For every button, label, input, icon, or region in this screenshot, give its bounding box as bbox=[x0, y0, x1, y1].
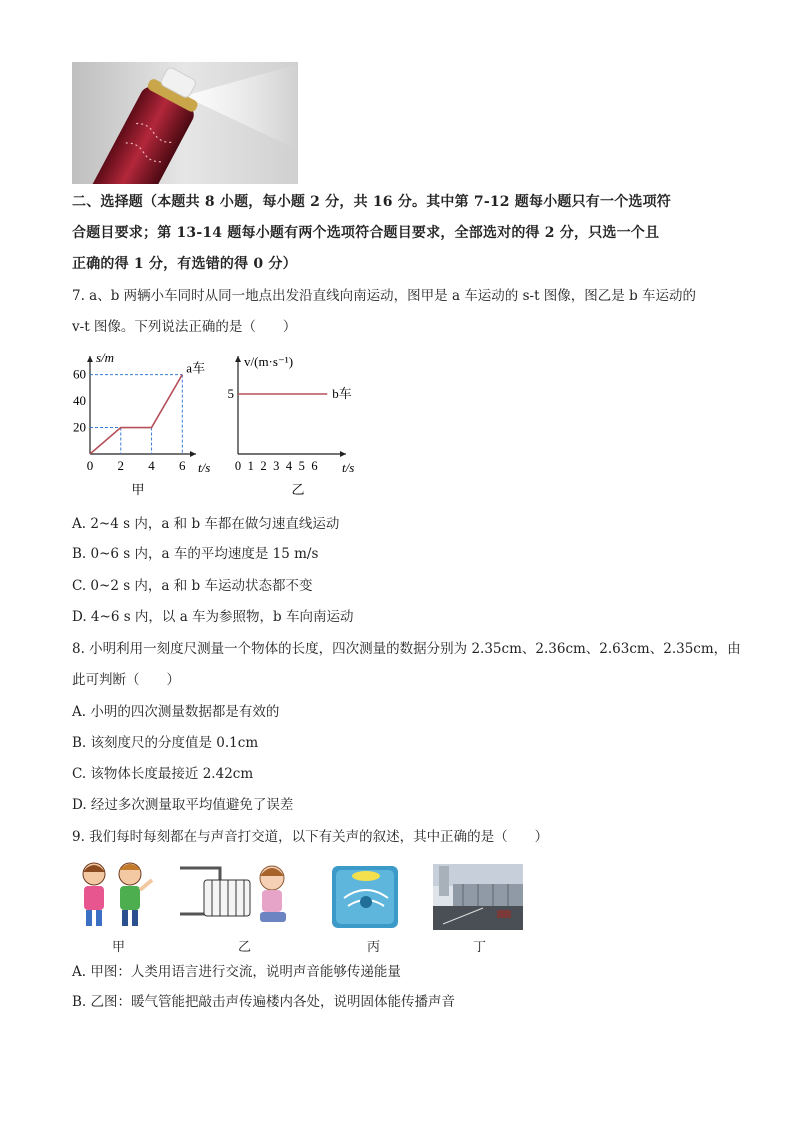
q9-image-radiator-knock bbox=[176, 858, 294, 932]
section-heading-line2: 合题目要求；第 13-14 题每小题有两个选项符合题目要求，全部选对的得 2 分，只选一个且 bbox=[72, 225, 660, 241]
q9-image-kids-talking bbox=[72, 858, 156, 932]
chart-a-y-tick: 60 bbox=[73, 366, 86, 382]
chart-b-y-label: v/(m·s⁻¹) bbox=[244, 354, 294, 369]
chart-a-x-tick: 0 bbox=[86, 458, 94, 473]
chart-a-series-label: a车 bbox=[186, 360, 206, 376]
chart-a-x-label: t/s bbox=[198, 460, 211, 475]
chart-a-x-tick: 2 bbox=[117, 458, 125, 473]
chart-a-title: 甲 bbox=[131, 482, 145, 497]
q7-option-a[interactable]: A. 2~4 s 内，a 和 b 车都在做匀速直线运动 bbox=[72, 516, 340, 532]
q8-option-d[interactable]: D. 经过多次测量取平均值避免了误差 bbox=[72, 797, 294, 813]
chart-a-x-tick: 6 bbox=[179, 458, 186, 473]
chart-b-x-tick: 1 bbox=[247, 459, 254, 473]
chart-a-y-tick: 20 bbox=[73, 419, 86, 435]
q7-option-c[interactable]: C. 0~2 s 内，a 和 b 车运动状态都不变 bbox=[72, 578, 313, 594]
q8-stem-line2: 此可判断（ ） bbox=[72, 672, 180, 688]
chart-b-title: 乙 bbox=[291, 482, 305, 497]
q9-caption-bing: 丙 bbox=[367, 940, 381, 955]
chart-a-x-arrow bbox=[190, 451, 196, 457]
chart-b-series-label: b车 bbox=[332, 386, 352, 401]
q8-option-b[interactable]: B. 该刻度尺的分度值是 0.1cm bbox=[72, 735, 259, 751]
chart-b-x-tick: 6 bbox=[311, 459, 318, 473]
chart-a-y-arrow bbox=[87, 356, 93, 362]
chart-a-x-tick: 4 bbox=[148, 458, 155, 473]
chart-b-x-tick: 3 bbox=[273, 459, 280, 473]
chart-b-y-arrow bbox=[235, 356, 241, 362]
chart-b-x-label: t/s bbox=[342, 460, 355, 475]
q8-option-a[interactable]: A. 小明的四次测量数据都是有效的 bbox=[72, 704, 280, 720]
section-heading-line1: 二、选择题（本题共 8 小题，每小题 2 分，共 16 分。其中第 7-12 题每小题只有一个选项符 bbox=[72, 194, 671, 210]
chart-a-series-line bbox=[90, 375, 182, 454]
chart-b-vt bbox=[220, 348, 370, 500]
q7-option-d[interactable]: D. 4~6 s 内，以 a 车为参照物，b 车向南运动 bbox=[72, 609, 354, 625]
chart-b-x-tick: 0 bbox=[234, 459, 242, 473]
q7-stem-line1: 7. a、b 两辆小车同时从同一地点出发沿直线向南运动，图甲是 a 车运动的 s-t 图像，图乙是 b 车运动的 bbox=[72, 288, 697, 304]
chart-b-y-tick: 5 bbox=[227, 386, 234, 401]
q9-caption-ding: 丁 bbox=[473, 940, 487, 955]
chart-a-y-label: s/m bbox=[96, 350, 115, 365]
chart-b-x-tick: 2 bbox=[260, 459, 267, 473]
q9-caption-jia: 甲 bbox=[112, 940, 126, 955]
chart-a-st bbox=[60, 348, 220, 500]
spray-can-photo bbox=[72, 62, 298, 184]
chart-b-x-arrow bbox=[340, 451, 346, 457]
q7-stem-line2: v-t 图像。下列说法正确的是（ ） bbox=[72, 319, 297, 335]
q9-image-sound-barrier bbox=[433, 864, 523, 930]
chart-b-x-tick: 4 bbox=[285, 459, 293, 473]
q8-option-c[interactable]: C. 该物体长度最接近 2.42cm bbox=[72, 766, 254, 782]
q9-option-a[interactable]: A. 甲图：人类用语言进行交流，说明声音能够传递能量 bbox=[72, 964, 401, 980]
q7-option-b[interactable]: B. 0~6 s 内，a 车的平均速度是 15 m/s bbox=[72, 546, 319, 562]
q9-image-bell-jar bbox=[330, 858, 402, 932]
q8-stem-line1: 8. 小明利用一刻度尺测量一个物体的长度，四次测量的数据分别为 2.35cm、2.36cm、2.63cm、2.35cm，由 bbox=[72, 641, 741, 657]
section-heading-line3: 正确的得 1 分，有选错的得 0 分） bbox=[72, 256, 297, 272]
chart-b-x-tick: 5 bbox=[298, 459, 305, 473]
q9-option-b[interactable]: B. 乙图：暖气管能把敲击声传遍楼内各处，说明固体能传播声音 bbox=[72, 994, 456, 1010]
q9-caption-yi: 乙 bbox=[238, 940, 252, 955]
chart-a-y-tick: 40 bbox=[73, 393, 86, 409]
q9-stem: 9. 我们每时每刻都在与声音打交道，以下有关声的叙述，其中正确的是（ ） bbox=[72, 829, 549, 845]
